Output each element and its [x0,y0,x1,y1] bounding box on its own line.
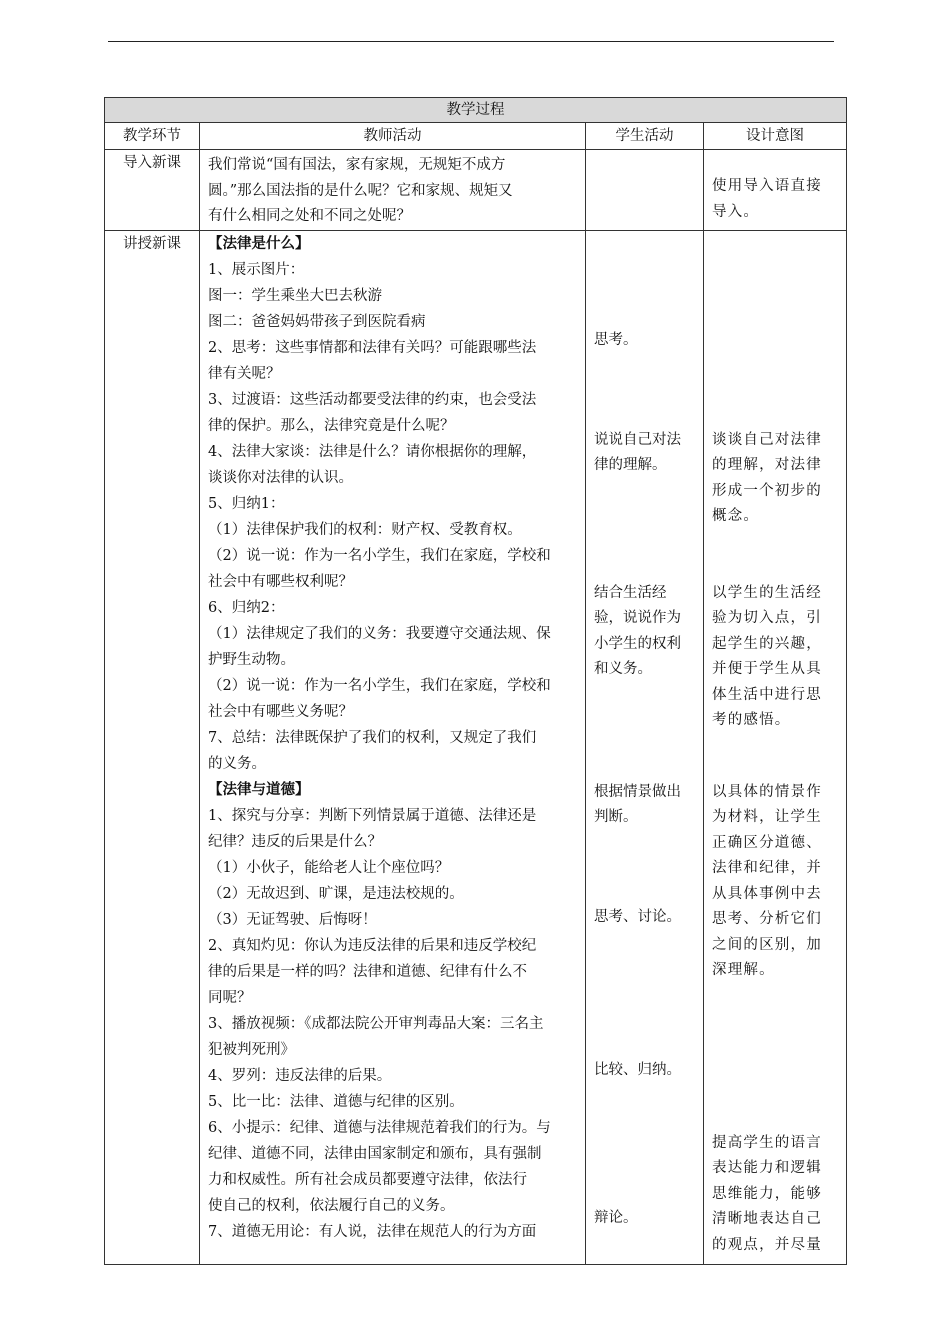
text-line: 导入。 [712,203,760,220]
column-header-student: 学生活动 [586,123,704,150]
section-heading: 【法律是什么】 [208,234,310,252]
section-heading: 【法律与道德】 [208,780,310,798]
text-line: 说说自己对法 [594,431,681,448]
text-line: 4、罗列：违反法律的后果。 [208,1067,392,1084]
table-row [105,150,847,231]
intro-student-activity [586,150,704,231]
text-line: 从具体事例中去 [712,885,822,902]
student-block [594,428,697,479]
text-line: 6、归纳2： [208,599,285,616]
student-block [594,581,697,683]
table-row [105,230,847,1264]
text-line: 5、归纳1： [208,495,285,512]
stage-intro: 导入新课 [105,150,200,231]
text-line: 同呢？ [208,989,252,1006]
column-header-stage: 教学环节 [105,123,200,150]
text-line: 2、真知灼见：你认为违反法律的后果和违反学校纪 [208,937,537,954]
text-line: 社会中有哪些义务呢？ [208,703,353,720]
text-line: 律的理解。 [594,457,667,473]
text-line: 图一：学生乘坐大巴去秋游 [208,287,382,304]
text-line: 4、法律大家谈：法律是什么？请你根据你的理解， [208,443,537,460]
text-line: （2）说一说：作为一名小学生，我们在家庭，学校和 [208,677,551,694]
text-line: 法律和纪律，并 [712,860,822,876]
main-teacher-activity [200,230,586,1264]
text-line: 7、总结：法律既保护了我们的权利，又规定了我们 [208,729,537,746]
intro-teacher-activity [200,150,586,231]
text-line: 使用导入语直接 [712,178,822,194]
text-line: 深理解。 [712,962,775,978]
student-block [594,328,697,354]
intro-design-intent [704,150,847,231]
text-line: 判断。 [594,809,638,825]
stage-new-lesson: 讲授新课 [105,230,200,1264]
text-line: （1）法律规定了我们的义务：我要遵守交通法规、保 [208,625,551,642]
text-line: 验为切入点，引 [712,610,822,626]
text-line: 圆。”那么国法指的是什么呢？它和家规、规矩又 [208,182,513,199]
text-line: 考的感悟。 [712,712,791,728]
text-line: 起学生的兴趣， [712,635,822,652]
text-line: 体生活中进行思 [712,686,822,703]
text-line: 谈谈你对法律的认识。 [208,469,353,486]
text-line: （3）无证驾驶、后悔呀！ [208,911,377,928]
text-line: 使自己的权利，依法履行自己的义务。 [208,1197,455,1214]
column-header-teacher: 教师活动 [200,123,586,150]
text-line: 和义务。 [594,661,652,677]
text-line: 3、播放视频：《成都法院公开审判毒品大案：三名主 [208,1015,544,1032]
text-line: 概念。 [712,508,760,524]
student-block [594,1058,697,1084]
text-line: 纪律？违反的后果是什么？ [208,833,382,850]
design-block [712,780,840,984]
student-block [594,1206,697,1232]
text-line: 社会中有哪些权利呢？ [208,573,353,590]
text-line: 为材料，让学生 [712,809,822,825]
teaching-process-table [104,97,847,1265]
text-line: 并便于学生从具 [712,661,822,677]
main-student-activity [586,230,704,1264]
text-line: 之间的区别，加 [712,936,822,953]
text-line: 思维能力，能够 [712,1185,822,1202]
text-line: 表达能力和逻辑 [712,1160,822,1176]
text-line: 图二：爸爸妈妈带孩子到医院看病 [208,313,426,330]
text-line: 形成一个初步的 [712,482,822,499]
table-title: 教学过程 [105,98,847,123]
text-line: 思考、讨论。 [594,908,681,925]
text-line: 以学生的生活经 [712,584,822,601]
design-block [712,428,840,530]
text-line: 力和权威性。所有社会成员都要遵守法律，依法行 [208,1171,527,1188]
text-line: 7、道德无用论：有人说，法律在规范人的行为方面 [208,1223,537,1240]
text-line: 的义务。 [208,755,266,772]
design-block [712,1131,840,1259]
text-line: 提高学生的语言 [712,1134,822,1151]
text-line: 律的后果是一样的吗？法律和道德、纪律有什么不 [208,963,527,980]
text-line: 1、展示图片： [208,261,305,278]
text-line: 以具体的情景作 [712,783,822,800]
text-line: 纪律、道德不同，法律由国家制定和颁布，具有强制 [208,1145,542,1162]
text-line: 思考。 [594,331,638,348]
text-line: 的观点，并尽量 [712,1236,822,1253]
text-line: （1）法律保护我们的权利：财产权、受教育权。 [208,521,522,538]
text-line: 思考、分析它们 [712,911,822,927]
text-line: 5、比一比：法律、道德与纪律的区别。 [208,1093,464,1110]
text-line: 的理解，对法律 [712,457,822,473]
text-line: 3、过渡语：这些活动都要受法律的约束，也会受法 [208,391,537,408]
text-line: 小学生的权利 [594,635,681,652]
text-line: （2）无故迟到、旷课，是违法校规的。 [208,885,464,902]
text-line: 正确区分道德、 [712,834,822,851]
student-block [594,780,697,831]
text-line: 有什么相同之处和不同之处呢？ [208,208,411,224]
text-line: 清晰地表达自己 [712,1211,822,1227]
text-line: 谈谈自己对法律 [712,431,822,448]
text-line: 比较、归纳。 [594,1061,681,1078]
header-rule [108,41,834,42]
text-line: 护野生动物。 [208,651,295,668]
main-design-intent [704,230,847,1264]
text-line: 验，说说作为 [594,610,681,626]
text-line: 6、小提示：纪律、道德与法律规范着我们的行为。与 [208,1119,551,1136]
text-line: （1）小伙子，能给老人让个座位吗？ [208,859,450,876]
text-line: （2）说一说：作为一名小学生，我们在家庭，学校和 [208,547,551,564]
design-block [712,581,840,734]
text-line: 辩论。 [594,1209,638,1226]
text-line: 犯被判死刑》 [208,1041,295,1058]
text-line: 我们常说“国有国法，家有家规，无规矩不成方 [208,157,506,173]
column-header-design: 设计意图 [704,123,847,150]
student-block [594,905,697,931]
text-line: 律的保护。那么，法律究竟是什么呢？ [208,417,455,434]
text-line: 律有关呢？ [208,365,281,382]
text-line: 根据情景做出 [594,783,681,800]
text-line: 2、思考：这些事情都和法律有关吗？可能跟哪些法 [208,339,537,356]
text-line: 结合生活经 [594,584,667,601]
text-line: 1、探究与分享：判断下列情景属于道德、法律还是 [208,807,537,824]
